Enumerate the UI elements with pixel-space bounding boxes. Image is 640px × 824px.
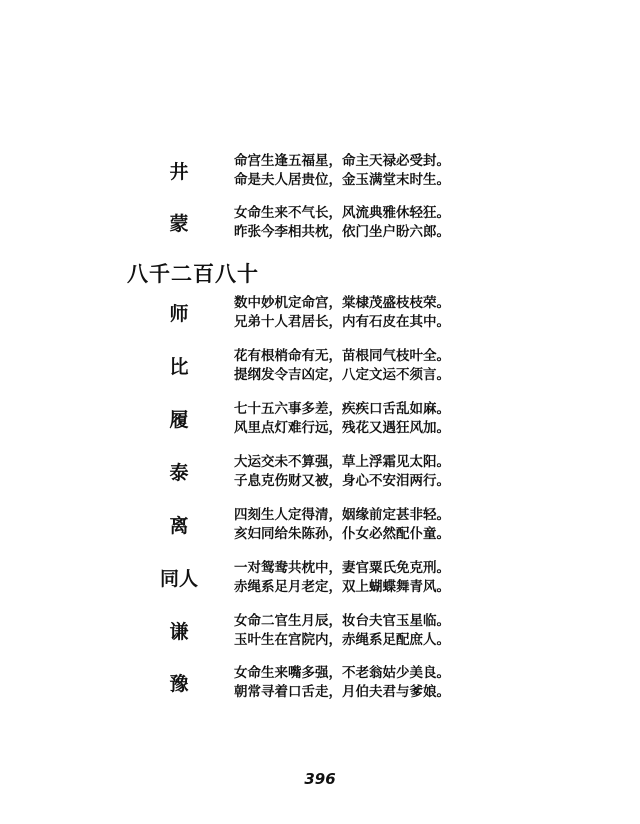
verse-line: 命是夫人居贵位，金玉满堂末时生。	[234, 172, 450, 188]
verse-line: 女命二官生月辰，妆台夫官玉星临。	[234, 613, 450, 629]
fortune-entry	[0, 294, 640, 334]
fortune-entry	[0, 664, 640, 704]
hexagram-name: 师	[169, 303, 189, 325]
section-heading: 八千二百八十	[127, 261, 259, 286]
verse	[234, 152, 564, 190]
page-number: 396	[304, 770, 336, 788]
hexagram-name: 比	[169, 356, 189, 378]
verse-line: 女命生来嘴多强，不老翁姑少美良。	[234, 665, 450, 681]
verse-line: 一对鸳鸯共枕中，妻官粟氏免克刑。	[234, 560, 450, 576]
verse	[234, 453, 564, 491]
verse	[234, 204, 564, 242]
verse-line: 玉叶生在宫院内，赤绳系足配庶人。	[234, 632, 450, 648]
verse-line: 风里点灯难行远，残花又遇狂风加。	[234, 420, 450, 436]
hexagram-name: 谦	[169, 621, 189, 643]
verse-line: 数中妙机定命宫，棠棣茂盛枝枝荣。	[234, 295, 450, 311]
verse-line: 赤绳系足月老定，双上蝴蝶舞青风。	[234, 579, 450, 595]
verse-line: 花有根梢命有无，苗根同气枝叶全。	[234, 348, 450, 364]
verse-line: 女命生来不气长，风流典雅休轻狂。	[234, 205, 450, 221]
fortune-entry	[0, 506, 640, 546]
fortune-entry	[0, 152, 640, 192]
verse	[234, 612, 564, 650]
hexagram-name: 离	[169, 515, 189, 537]
hexagram-name: 泰	[169, 462, 189, 484]
verse-line: 昨张今李相共枕，依门坐户盼六郎。	[234, 224, 450, 240]
verse-line: 提纲发令吉凶定，八定文运不须言。	[234, 367, 450, 383]
verse-line: 大运交未不算强，草上浮霜见太阳。	[234, 454, 450, 470]
hexagram-name: 豫	[169, 673, 189, 695]
verse	[234, 347, 564, 385]
fortune-entry	[0, 204, 640, 244]
verse-line: 七十五六事多差，疾疾口舌乱如麻。	[234, 401, 450, 417]
fortune-entry	[0, 453, 640, 493]
hexagram-name: 井	[169, 161, 189, 183]
verse-line: 命宫生逢五福星，命主天禄必受封。	[234, 153, 450, 169]
verse-line: 子息克伤财又被，身心不安泪两行。	[234, 473, 450, 489]
verse	[234, 559, 564, 597]
verse	[234, 506, 564, 544]
hexagram-name: 履	[169, 409, 189, 431]
verse	[234, 400, 564, 438]
verse-line: 兄弟十人君居长，内有石皮在其中。	[234, 314, 450, 330]
hexagram-name: 同人	[159, 568, 198, 590]
fortune-entry	[0, 612, 640, 652]
fortune-entry	[0, 347, 640, 387]
verse-line: 亥妇同给朱陈孙，仆女必然配仆童。	[234, 526, 450, 542]
verse	[234, 294, 564, 332]
verse-line: 四刻生人定得清，姻缘前定甚非轻。	[234, 507, 450, 523]
verse	[234, 664, 564, 702]
fortune-entry	[0, 559, 640, 599]
verse-line: 朝常寻着口舌走，月伯夫君与爹娘。	[234, 684, 450, 700]
fortune-entry	[0, 400, 640, 440]
hexagram-name: 蒙	[169, 213, 189, 235]
